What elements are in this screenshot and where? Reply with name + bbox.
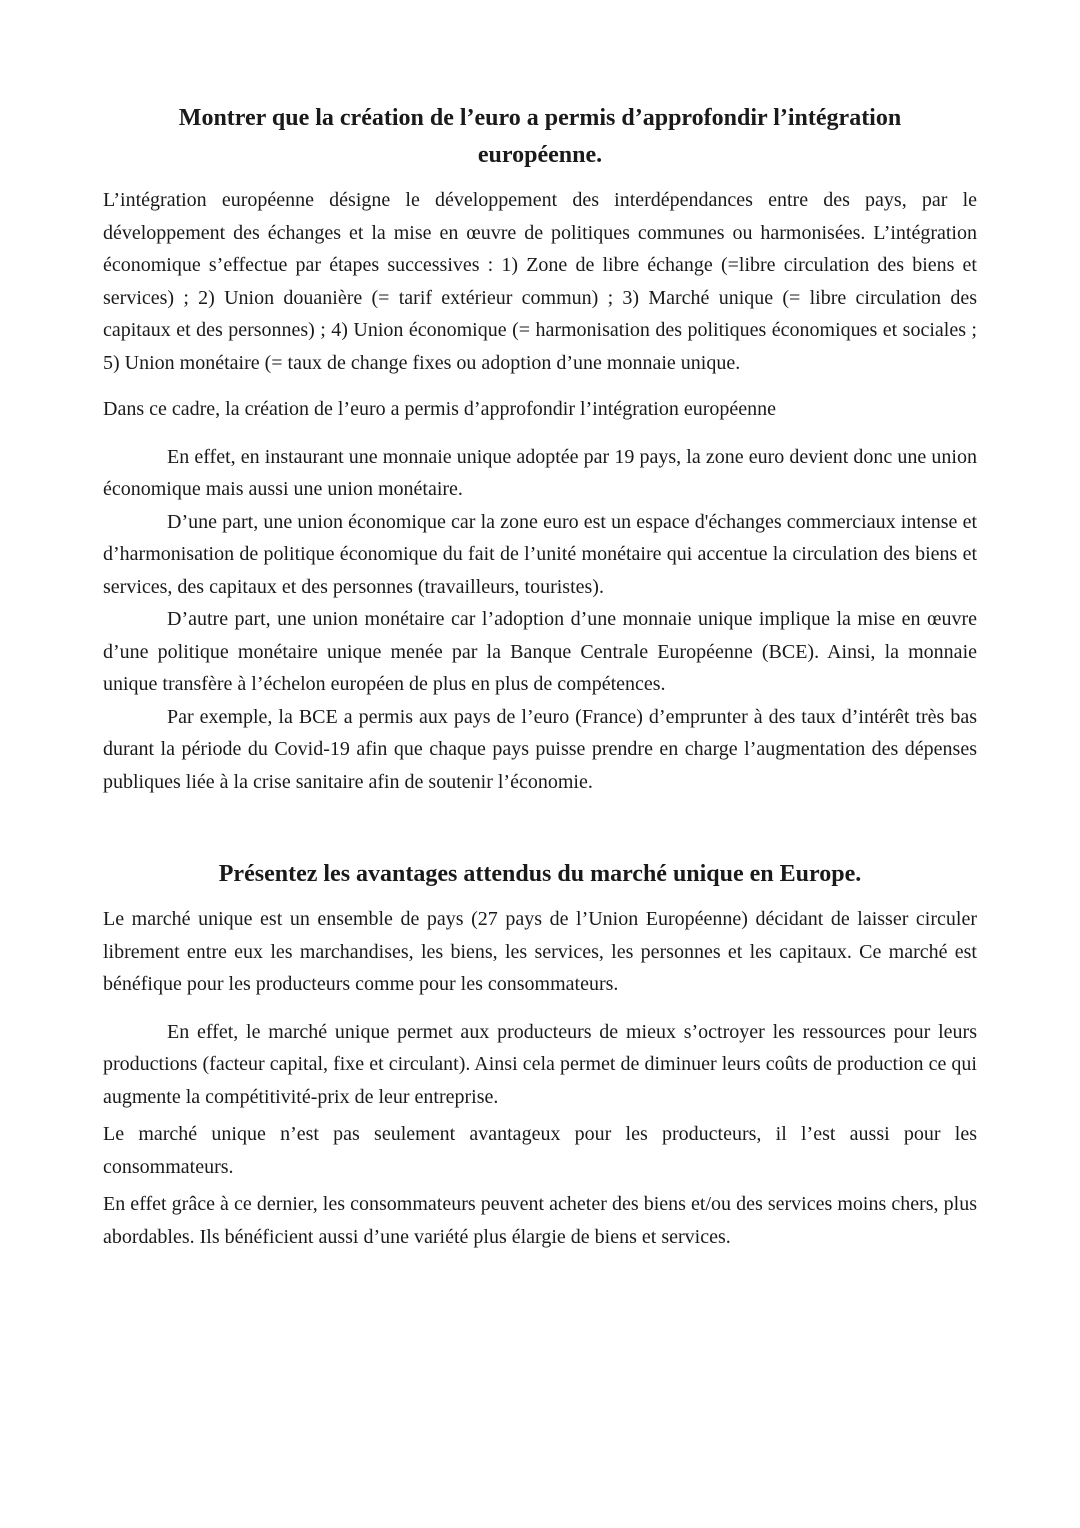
paragraph-definition: L’intégration européenne désigne le développement des interdépendances entre des pays, par le développement des échanges et la mise en œuvre de politiques communes ou harmonisées. L’intégration économique s’effectue par étapes successives : 1) Zone de libre échange (=libre circulation des biens et services) ; 2) Union douanière (= tarif extérieur commun) ; 3) Marché unique (= libre circulation des capitaux et des personnes) ; 4) Union économique (= harmonisation des politiques économiques et sociales ; 5) Union monétaire (= taux de change fixes ou adoption d’une monnaie unique. [103,189,977,374]
paragraph-thesis: Dans ce cadre, la création de l’euro a permis d’approfondir l’intégration européenne [103,398,777,420]
section-title: Présentez les avantages attendus du marché unique en Europe. [218,861,862,887]
paragraph-transition: Le marché unique n’est pas seulement avantageux pour les producteurs, il l’est aussi pour les consommateurs. [103,1123,977,1178]
paragraph-monetary-policy: D’autre part, une union monétaire car l’adoption d’une monnaie unique implique la mise en œuvre d’une politique monétaire unique menée par la Banque Centrale Européenne (BCE). Ainsi, la monnaie unique transfère à l’échelon européen de plus en plus de compétences. [103,608,977,695]
section-single-market [103,856,977,1253]
document-page [103,100,977,1253]
paragraph-definition: Le marché unique est un ensemble de pays (27 pays de l’Union Européenne) décidant de laisser circuler librement entre eux les marchandises, les biens, les services, les personnes et les capitaux. Ce marché est bénéfique pour les producteurs comme pour les consommateurs. [103,908,977,995]
paragraph-monetary-union: En effet, en instaurant une monnaie unique adoptée par 19 pays, la zone euro devient donc une union économique mais aussi une union monétaire. [103,445,977,500]
section-title: Montrer que la création de l’euro a permis d’approfondir l’intégration européenne. [178,105,902,168]
section-euro-integration [103,100,977,798]
paragraph-example-bce: Par exemple, la BCE a permis aux pays de l’euro (France) d’emprunter à des taux d’intérêt très bas durant la période du Covid-19 afin que chaque pays puisse prendre en charge l’augmentation des dépenses publiques liée à la crise sanitaire afin de soutenir l’économie. [103,705,977,793]
paragraph-economic-union: D’une part, une union économique car la zone euro est un espace d'échanges commerciaux intense et d’harmonisation de politique économique du fait de l’unité monétaire qui accentue la circulation des biens et services, des capitaux et des personnes (travailleurs, touristes). [103,510,977,598]
paragraph-producers: En effet, le marché unique permet aux producteurs de mieux s’octroyer les ressources pour leurs productions (facteur capital, fixe et circulant). Ainsi cela permet de diminuer leurs coûts de production ce qui augmente la compétitivité-prix de leur entreprise. [103,1020,977,1108]
paragraph-consumers: En effet grâce à ce dernier, les consommateurs peuvent acheter des biens et/ou des services moins chers, plus abordables. Ils bénéficient aussi d’une variété plus élargie de biens et services. [103,1193,977,1248]
